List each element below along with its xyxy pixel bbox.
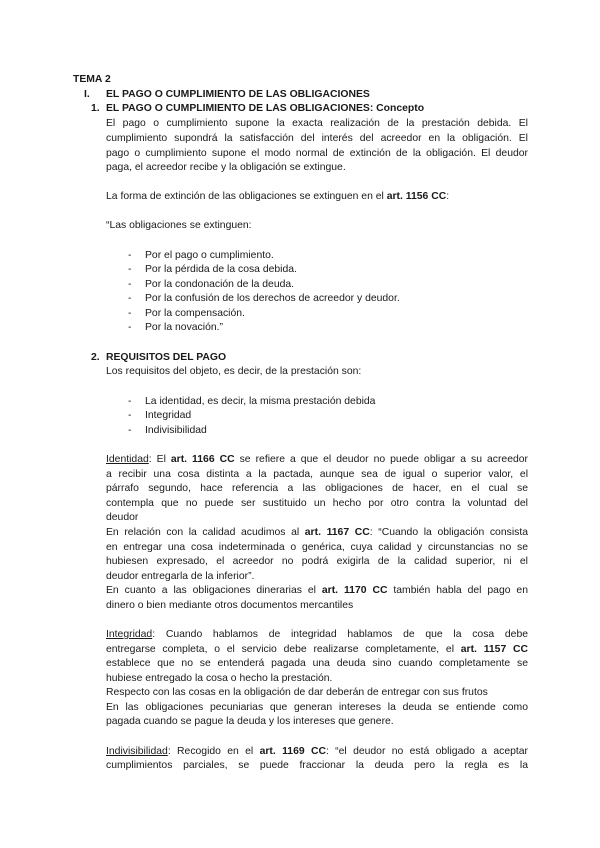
extinction-sentence: La forma de extinción de las obligaciones se extinguen en el art. 1156 CC:: [106, 191, 450, 202]
list-dash: -: [128, 264, 132, 275]
integridad-line-1: Integridad: Cuando hablamos de integridad hablamos de que la cosa debe: [106, 629, 528, 640]
article-ref: art. 1167 CC: [304, 527, 370, 538]
article-ref: art. 1156 CC: [386, 191, 447, 202]
identidad-line-5: deudor: [106, 512, 139, 523]
integridad-line-2: entregarse completa, o el servicio debe realizarse completamente, el art. 1157 CC: [106, 644, 528, 655]
list-item: Indivisibilidad: [145, 425, 207, 436]
indivisibilidad-line-2: cumplimientos parciales, se puede fraccionar la deuda pero la regla es la: [106, 760, 528, 771]
list-item: Integridad: [145, 410, 192, 421]
list-item: Por la compensación.: [145, 308, 245, 319]
list-item: Por la pérdida de la cosa debida.: [145, 264, 297, 275]
dinerarias-line-2: dinero o bien mediante otros documentos mercantiles: [106, 600, 354, 611]
quote-intro: “Las obligaciones se extinguen:: [106, 220, 252, 231]
calidad-line-4: deudor entregarla de la inferior”.: [106, 571, 255, 582]
identidad-line-1: Identidad: El art. 1166 CC se refiere a que el deudor no puede obligar a su acreedor: [106, 454, 528, 465]
list-dash: -: [128, 425, 132, 436]
article-ref: art. 1170 CC: [321, 585, 388, 596]
list-dash: -: [128, 308, 132, 319]
article-ref: art. 1169 CC: [259, 746, 326, 757]
list-dash: -: [128, 279, 132, 290]
identidad-line-2: a recibir una cosa distinta a la pactada, aunque sea de igual o superior valor, el: [106, 469, 528, 480]
article-ref: art. 1157 CC: [460, 644, 528, 655]
list-dash: -: [128, 250, 132, 261]
integridad-line-5: Respecto con las cosas en la obligación de dar deberán de entregar con sus frutos: [106, 687, 488, 698]
requisitos-intro: Los requisitos del objeto, es decir, de la prestación son:: [106, 366, 362, 377]
list-item: Por la novación.”: [145, 322, 223, 333]
list-item: La identidad, es decir, la misma prestación debida: [145, 396, 376, 407]
list-dash: -: [128, 410, 132, 421]
identidad-line-4: contempla que no puede ser sustituido un hecho por otro contra la voluntad del: [106, 498, 528, 509]
concept-line-2: cumplimiento supondrá la satisfacción del interés del acreedor en la obligación. El: [106, 133, 528, 144]
concept-line-3: pago o cumplimiento supone el modo normal de extinción de la obligación. El deudor: [106, 148, 528, 159]
list-item: Por el pago o cumplimiento.: [145, 250, 274, 261]
subsection-1-number: 1.: [91, 103, 100, 114]
section-title: EL PAGO O CUMPLIMIENTO DE LAS OBLIGACIONES: [106, 89, 370, 100]
article-ref: art. 1166 CC: [170, 454, 235, 465]
integridad-line-6: En las obligaciones pecuniarias que generan intereses la deuda se entiende como: [106, 702, 528, 713]
subsection-2-number: 2.: [91, 352, 100, 363]
section-number: I.: [84, 89, 90, 100]
list-item: Por la confusión de los derechos de acreedor y deudor.: [145, 293, 400, 304]
indivisibilidad-line-1: Indivisibilidad: Recogido en el art. 1169 CC: “el deudor no está obligado a aceptar: [106, 746, 529, 757]
identidad-line-3: párrafo segundo, hace referencia a las obligaciones de hacer, en el cual se: [106, 483, 528, 494]
concept-line-4: paga, el acreedor recibe y la obligación se extingue.: [106, 162, 346, 173]
calidad-line-3: hubiesen expresado, el acreedor no podrá exigirla de la calidad superior, ni el: [106, 556, 528, 567]
integridad-label: Integridad: [106, 629, 153, 640]
integridad-line-4: hubiese entregado la cosa o hecho la prestación.: [106, 673, 333, 684]
concept-line-1: El pago o cumplimiento supone la exacta realización de la prestación debida. El: [106, 118, 528, 129]
list-dash: -: [128, 396, 132, 407]
list-item: Por la condonación de la deuda.: [145, 279, 295, 290]
list-dash: -: [128, 293, 132, 304]
calidad-line-1: En relación con la calidad acudimos al art. 1167 CC: “Cuando la obligación consista: [106, 527, 528, 538]
identidad-label: Identidad: [106, 454, 149, 465]
integridad-line-7: pagada cuando se pague la deuda y los intereses que genere.: [106, 716, 394, 727]
subsection-2-title: REQUISITOS DEL PAGO: [106, 352, 227, 363]
subsection-1-title: EL PAGO O CUMPLIMIENTO DE LAS OBLIGACIONES: Concepto: [106, 103, 425, 114]
list-dash: -: [128, 322, 132, 333]
integridad-line-3: establece que no se entenderá pagada una deuda sino cuando completamente se: [106, 658, 528, 669]
tema-heading: TEMA 2: [73, 74, 111, 85]
dinerarias-line-1: En cuanto a las obligaciones dinerarias el art. 1170 CC también habla del pago en: [106, 585, 528, 596]
calidad-line-2: en entregar una cosa indeterminada o genérica, cuya calidad y circunstancias no se: [106, 542, 528, 553]
indivisibilidad-label: Indivisibilidad: [106, 746, 168, 757]
